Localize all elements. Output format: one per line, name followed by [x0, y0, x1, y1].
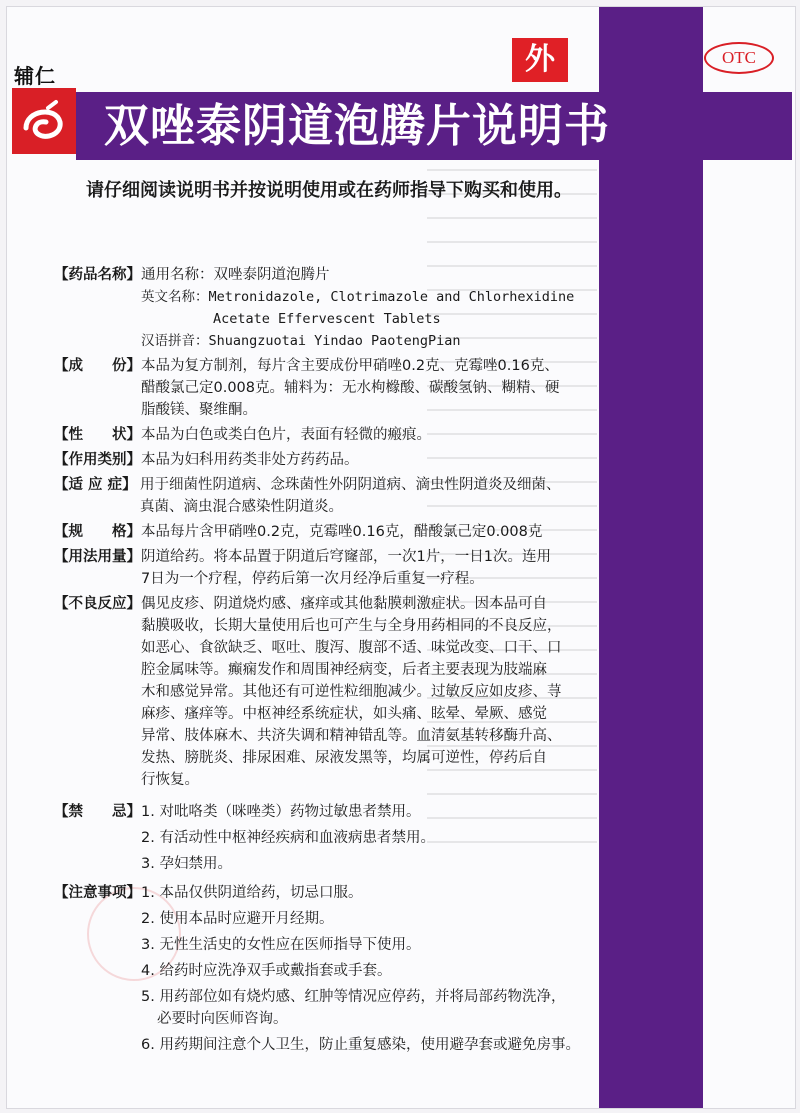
- section-dosage: [54, 546, 614, 590]
- reading-instruction: 请仔细阅读说明书并按说明使用或在药师指导下购买和使用。: [86, 180, 572, 201]
- english-name-line-2: Acetate Effervescent Tablets: [213, 311, 441, 327]
- list-item-continuation: 必要时向医师咨询。: [157, 1011, 288, 1027]
- text-line: 本品为妇科用药类非处方药药品。: [141, 452, 359, 468]
- leaflet-content: [54, 264, 614, 1063]
- section-label: 【适 应 症】: [54, 477, 137, 493]
- text-line: 阴道给药。将本品置于阴道后穹窿部，一次1片，一日1次。连用: [141, 549, 551, 565]
- text-line: 脂酸镁、聚维酮。: [141, 402, 257, 418]
- section-label: 【性 状】: [54, 427, 141, 443]
- section-description: [54, 424, 614, 446]
- text-line: 偶见皮疹、阴道烧灼感、瘙痒或其他黏膜刺激症状。因本品可自: [141, 596, 547, 612]
- section-drug-name: [54, 264, 614, 352]
- english-name-line-1: 英文名称：Metronidazole, Clotrimazole and Chlorhexidine: [141, 289, 575, 305]
- section-contraindications: [54, 801, 614, 879]
- external-use-badge: 外: [512, 38, 568, 82]
- otc-badge: OTC: [704, 42, 774, 74]
- list-item: 4. 给药时应洗净双手或戴指套或手套。: [141, 963, 392, 979]
- section-precautions: [54, 882, 614, 1060]
- text-line: 如恶心、食欲缺乏、呕吐、腹泻、腹部不适、味觉改变、口干、口: [141, 640, 562, 656]
- text-line: 醋酸氯己定0.008克。辅料为：无水枸橼酸、碳酸氢钠、糊精、硬: [141, 380, 560, 396]
- list-item: 5. 用药部位如有烧灼感、红肿等情况应停药，并将局部药物洗净，: [141, 989, 566, 1005]
- list-item: 3. 无性生活史的女性应在医师指导下使用。: [141, 937, 421, 953]
- brand-name: 辅仁: [14, 64, 56, 88]
- list-item: 2. 使用本品时应避开月经期。: [141, 911, 334, 927]
- purple-vertical-stripe: [599, 7, 703, 1108]
- section-indications: [54, 474, 614, 518]
- page-title: 双唑泰阴道泡腾片说明书: [104, 99, 611, 152]
- text-line: 异常、肢体麻木、共济失调和精神错乱等。血清氨基转移酶升高、: [141, 728, 562, 744]
- pinyin-name: 汉语拼音：Shuangzuotai Yindao PaotengPian: [141, 333, 461, 349]
- list-item: 1. 对吡咯类（咪唑类）药物过敏患者禁用。: [141, 804, 421, 820]
- section-label: 【不良反应】: [54, 596, 141, 612]
- section-label: 【成 份】: [54, 358, 141, 374]
- text-line: 本品为白色或类白色片，表面有轻微的瘢痕。: [141, 427, 431, 443]
- section-composition: [54, 355, 614, 421]
- text-line: 本品每片含甲硝唑0.2克，克霉唑0.16克，醋酸氯己定0.008克: [141, 524, 543, 540]
- section-label: 【禁 忌】: [54, 804, 141, 820]
- list-item: 1. 本品仅供阴道给药，切忌口服。: [141, 885, 363, 901]
- text-line: 用于细菌性阴道病、念珠菌性外阴阴道病、滴虫性阴道炎及细菌、: [140, 477, 561, 493]
- section-adverse-reactions: [54, 593, 614, 791]
- text-line: 腔金属味等。癫痫发作和周围神经病变，后者主要表现为肢端麻: [141, 662, 547, 678]
- section-label: 【注意事项】: [54, 885, 141, 901]
- text-line: 木和感觉异常。其他还有可逆性粒细胞减少。过敏反应如皮疹、荨: [141, 684, 562, 700]
- list-item: 2. 有活动性中枢神经疾病和血液病患者禁用。: [141, 830, 435, 846]
- list-item: 3. 孕妇禁用。: [141, 856, 232, 872]
- text-line: 7日为一个疗程，停药后第一次月经净后重复一疗程。: [141, 571, 484, 587]
- text-line: 黏膜吸收，长期大量使用后也可产生与全身用药相同的不良反应，: [141, 618, 562, 634]
- section-label: 【药品名称】: [54, 267, 141, 283]
- text-line: 本品为复方制剂，每片含主要成份甲硝唑0.2克、克霉唑0.16克、: [141, 358, 559, 374]
- generic-name: 通用名称：双唑泰阴道泡腾片: [141, 267, 330, 283]
- section-label: 【规 格】: [54, 524, 141, 540]
- text-line: 真菌、滴虫混合感染性阴道炎。: [140, 499, 343, 515]
- section-specification: [54, 521, 614, 543]
- text-line: 发热、膀胱炎、排尿困难、尿液发黑等，均属可逆性，停药后自: [141, 750, 547, 766]
- list-item: 6. 用药期间注意个人卫生，防止重复感染，使用避孕套或避免房事。: [141, 1037, 580, 1053]
- brand-logo-icon: [12, 88, 76, 154]
- section-label: 【用法用量】: [54, 549, 141, 565]
- section-category: [54, 449, 614, 471]
- text-line: 麻疹、瘙痒等。中枢神经系统症状，如头痛、眩晕、晕厥、感觉: [141, 706, 547, 722]
- section-label: 【作用类别】: [54, 452, 141, 468]
- text-line: 行恢复。: [141, 772, 199, 788]
